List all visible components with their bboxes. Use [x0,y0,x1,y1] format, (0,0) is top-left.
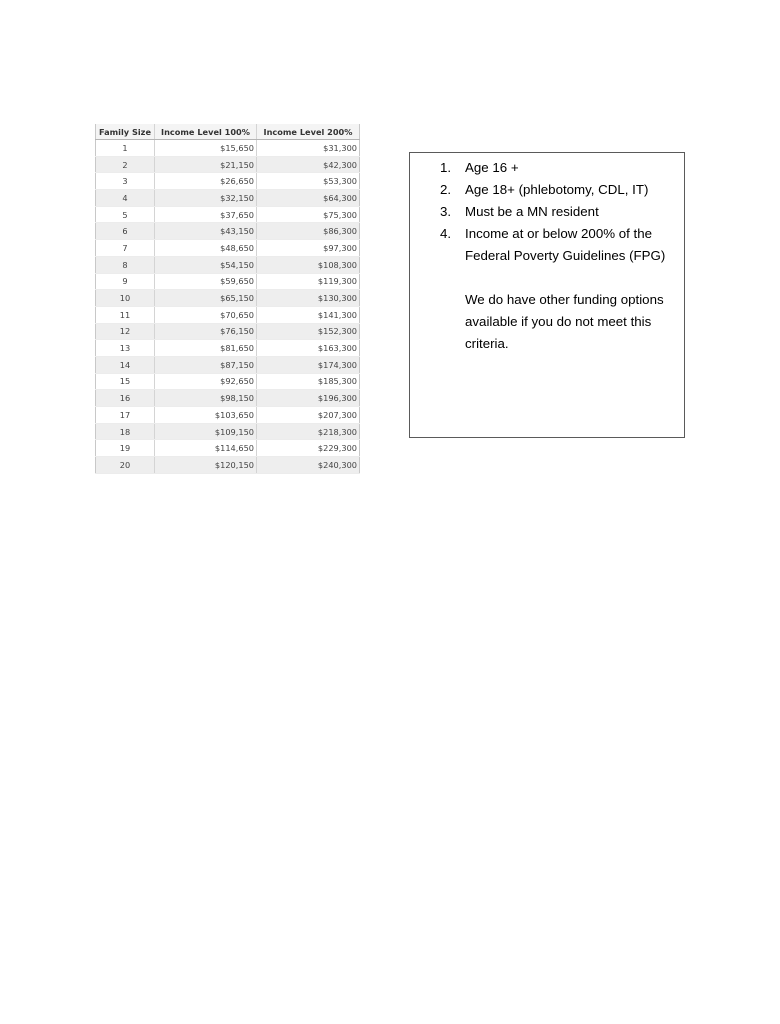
eligibility-criteria-box [409,152,685,438]
table-row [96,256,360,273]
cell-income-100: $37,650 [155,206,257,223]
table-row [96,323,360,340]
cell-income-200: $229,300 [257,440,360,457]
cell-family-size: 2 [96,156,155,173]
cell-family-size: 8 [96,256,155,273]
criteria-item-text: Income at or below 200% of the Federal Poverty Guidelines (FPG) [465,226,666,263]
cell-income-200: $218,300 [257,423,360,440]
cell-income-100: $21,150 [155,156,257,173]
table-row [96,423,360,440]
cell-family-size: 3 [96,173,155,190]
criteria-item-text: Age 16 + [465,160,519,175]
cell-family-size: 9 [96,273,155,290]
cell-income-100: $103,650 [155,407,257,424]
cell-income-100: $48,650 [155,240,257,257]
table-row [96,390,360,407]
cell-family-size: 7 [96,240,155,257]
cell-income-100: $81,650 [155,340,257,357]
table-row [96,223,360,240]
cell-income-200: $174,300 [257,356,360,373]
criteria-item [440,223,680,267]
table-row [96,440,360,457]
criteria-item [440,157,680,179]
cell-income-200: $75,300 [257,206,360,223]
column-header-family-size: Family Size [96,124,155,140]
table-row [96,206,360,223]
cell-income-200: $196,300 [257,390,360,407]
cell-family-size: 18 [96,423,155,440]
income-guidelines-table [95,124,360,474]
cell-income-100: $109,150 [155,423,257,440]
cell-income-200: $64,300 [257,190,360,207]
cell-family-size: 4 [96,190,155,207]
cell-family-size: 20 [96,457,155,474]
criteria-item-number: 2. [440,182,452,197]
cell-family-size: 13 [96,340,155,357]
cell-income-200: $42,300 [257,156,360,173]
cell-family-size: 19 [96,440,155,457]
cell-income-100: $43,150 [155,223,257,240]
cell-income-200: $86,300 [257,223,360,240]
table-row [96,356,360,373]
table-row [96,457,360,474]
cell-income-200: $53,300 [257,173,360,190]
table-row [96,407,360,424]
cell-income-100: $98,150 [155,390,257,407]
cell-income-100: $87,150 [155,356,257,373]
cell-income-100: $32,150 [155,190,257,207]
cell-family-size: 12 [96,323,155,340]
cell-income-200: $152,300 [257,323,360,340]
cell-income-100: $54,150 [155,256,257,273]
cell-family-size: 11 [96,306,155,323]
table-row [96,306,360,323]
cell-family-size: 5 [96,206,155,223]
cell-income-100: $114,650 [155,440,257,457]
cell-income-200: $141,300 [257,306,360,323]
cell-family-size: 14 [96,356,155,373]
cell-income-200: $163,300 [257,340,360,357]
table-row [96,240,360,257]
cell-income-100: $92,650 [155,373,257,390]
table-row [96,156,360,173]
cell-income-100: $65,150 [155,290,257,307]
table-row [96,173,360,190]
cell-income-200: $185,300 [257,373,360,390]
table-row [96,190,360,207]
cell-income-200: $108,300 [257,256,360,273]
criteria-item [440,201,680,223]
table-row [96,340,360,357]
cell-income-100: $76,150 [155,323,257,340]
eligibility-criteria-list [440,157,680,267]
cell-family-size: 10 [96,290,155,307]
criteria-item-text: Age 18+ (phlebotomy, CDL, IT) [465,182,649,197]
cell-income-100: $70,650 [155,306,257,323]
table-body [96,140,360,474]
cell-family-size: 15 [96,373,155,390]
cell-income-200: $97,300 [257,240,360,257]
table-row [96,140,360,157]
table-header-row [96,124,360,140]
column-header-income-100: Income Level 100% [155,124,257,140]
criteria-item-text: Must be a MN resident [465,204,599,219]
cell-income-100: $59,650 [155,273,257,290]
criteria-item-number: 1. [440,160,452,175]
cell-family-size: 1 [96,140,155,157]
cell-family-size: 17 [96,407,155,424]
criteria-item-number: 3. [440,204,452,219]
cell-income-200: $31,300 [257,140,360,157]
cell-family-size: 16 [96,390,155,407]
criteria-note: We do have other funding options available if you do not meet this criteria. [465,292,664,351]
column-header-income-200: Income Level 200% [257,124,360,140]
table-row [96,290,360,307]
criteria-item-number: 4. [440,226,452,241]
cell-income-100: $26,650 [155,173,257,190]
table-row [96,373,360,390]
cell-income-200: $240,300 [257,457,360,474]
cell-income-200: $130,300 [257,290,360,307]
cell-income-100: $15,650 [155,140,257,157]
cell-income-200: $207,300 [257,407,360,424]
cell-family-size: 6 [96,223,155,240]
cell-income-200: $119,300 [257,273,360,290]
criteria-item [440,179,680,201]
cell-income-100: $120,150 [155,457,257,474]
table-row [96,273,360,290]
